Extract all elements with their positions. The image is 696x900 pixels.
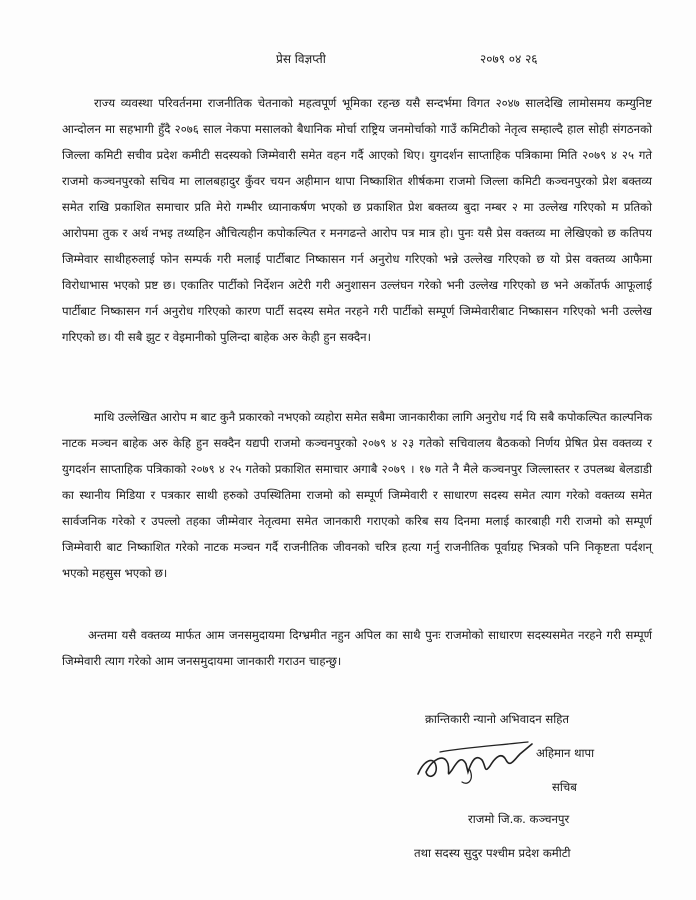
body-paragraph-2: माथि उल्लेखित आरोप म बाट कुनै प्रकारको नभएको व्यहोरा समेत सबैमा जानकारीका लागि अनुरोध गर्द यि सबै कपोकल्पित काल्पनिक नाटक मञ्चन बाहेक अरु केहि हुन सक्दैन यद्यपी राजमो कञ्चनपुरको २०७९ ४ २३ गतेको सचिवालय बैठकको निर्णय प्रेषित प्रेस वक्तव्य र युगदर्शन साप्ताहिक पत्रिकाको २०७९ ४ २५ गतेको प्रकाशित समाचार अगाबै २०७९ । १७ गते नै मैले कञ्चनपुर जिल्लास्तर र उपलब्ध बेलडाडी का स्थानीय मिडिया र पत्रकार साथी हरुको उपस्थितिमा राजमो को सम्पूर्ण जिम्मेवारी र साधारण सदस्य समेत त्याग गरेको वक्तव्य समेत सार्वजनिक गरेको र उपल्लो तहका जीम्मेवार नेतृत्वमा समेत जानकारी गराएको करिब सय दिनमा मलाई कारबाही गरी राजमो को सम्पूर्ण जिम्मेवारी बाट निष्काशित गरेको नाटक मञ्चन गर्दै राजनीतिक जीवनको चरित्र हत्या गर्नु राजनीतिक पूर्वाग्रह भित्रको पनि निकृष्टता पर्दशन् भएको महसुस भएको छ।	[62, 410, 652, 580]
signer-name: अहिमान थापा	[536, 746, 595, 760]
handwritten-signature	[410, 730, 540, 790]
body-paragraph-3: अन्तमा यसै वक्तव्य मार्फत आम जनसमुदायमा दिग्भ्रमीत नहुन अपिल का साथै पुनः राजमोको साधारण सदस्यसमेत नरहने गरी सम्पूर्ण जिम्मेवारी त्याग गरेको आम जनसमुदायमा जानकारी गराउन चाहन्छु।	[62, 628, 652, 668]
body-paragraph-1: राज्य व्यवस्था परिवर्तनमा राजनीतिक चेतनाको महत्वपूर्ण भूमिका रहन्छ यसै सन्दर्भमा विगत २०४७ सालदेखि लामोसमय कम्युनिष्ट आन्दोलन मा सहभागी हुँदै २०७६ साल नेकपा मसालको बैधानिक मोर्चा राष्ट्रिय जनमोर्चाको गाउँ कमिटीको नेतृत्व सम्हाल्दै हाल सोही संगठनको जिल्ला कमिटी सचीव प्रदेश कमीटी सदस्यको जिम्मेवारी समेत वहन गर्दै आएको थिए। युगदर्शन साप्ताहिक पत्रिकामा मिति २०७९ ४ २५ गते राजमो कञ्चनपुरको सचिव मा लालबहादुर कुँवर चयन अहीमान थापा निष्काशित शीर्षकमा राजमो जिल्ला कमिटी कञ्चनपुरको प्रेश बक्तव्य समेत राखि प्रकाशित समाचार प्रति मेरो गम्भीर ध्यानाकर्षण भएको छ प्रकाशित प्रेश बक्तव्य बुदा नम्बर २ मा उल्लेख गरिएको म प्रतिको आरोपमा तुक र अर्थ नभइ तथ्यहिन औचित्यहीन कपोकल्पित र मनगढन्ते आरोप पत्र मात्र हो। पुनः यसै प्रेस वक्तव्य मा लेखिएको छ कतिपय जिम्मेवार साथीहरुलाई फोन सम्पर्क गरी मलाई पार्टीबाट निष्कासन गर्न अनुरोध गरिएको भन्ने उल्लेख गरिएको छ यो प्रेस वक्तव्य आफैमा विरोधाभास भएको प्रष्ट छ। एकातिर पार्टीको निर्देशन अटेरी गरी अनुशासन उल्लंघन गरेको भनी उल्लेख गरिएको छ भने अर्कोतर्फ आफूलाई पार्टीबाट निष्कासन गर्न अनुरोध गरिएको कारण पार्टी सदस्य समेत नरहने गरी पार्टीको सम्पूर्ण जिम्मेवारीबाट निष्कासन गरिएको भनी उल्लेख गरिएको छ। यी सबै झुट र वेइमानीको पुलिन्दा बाहेक अरु केही हुन सक्दैन।	[62, 96, 652, 344]
signer-committee: तथा सदस्य सुदुर पश्चीम प्रदेश कमीटी	[414, 846, 571, 860]
document-title: प्रेस विज्ञप्ती	[276, 52, 326, 66]
signer-organization: राजमो जि.क. कञ्चनपुर	[468, 812, 570, 826]
signer-title: सचिब	[552, 780, 577, 794]
closing-salutation: क्रान्तिकारी न्यानो अभिवादन सहित	[425, 712, 570, 726]
document-date: २०७९ ०४ २६	[480, 52, 538, 66]
